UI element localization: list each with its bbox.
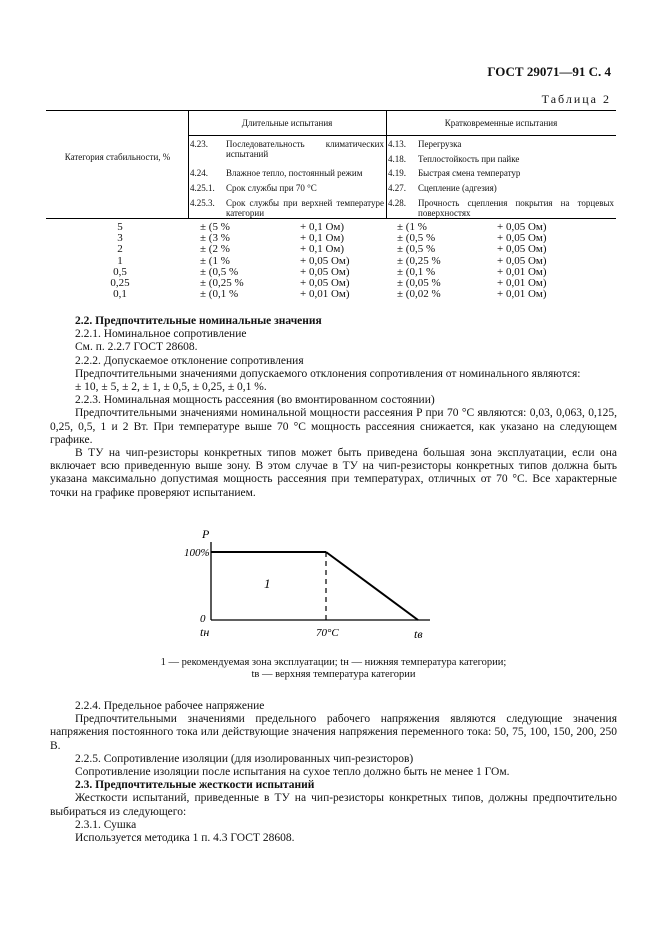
page-header: ГОСТ 29071—91 С. 4 [487,64,611,79]
subsection-title: 2.2.2. Допускаемое отклонение сопротивления [75,354,304,367]
subsection-title: 2.3.1. Сушка [75,818,137,831]
short-test-num: 4.27. [388,183,406,193]
short-tests-header: Кратковременные испытания [444,118,558,128]
graph-derating-line [326,552,418,620]
graph-x-left-label: tн [200,625,210,639]
graph-caption-line2: tв — верхняя температура категории [251,669,416,680]
row-short-percent: ± (0,5 % [397,243,436,256]
row-category: 0,5 [113,265,127,278]
graph-x-right-label: tв [414,627,423,641]
row-short-percent: ± (1 % [397,221,427,233]
row-short-percent: ± (0,25 % [397,254,441,267]
long-tests-header: Длительные испытания [241,118,333,128]
subsection-title: 2.2.5. Сопротивление изоляции (для изолированных чип-резисторов) [75,752,414,765]
short-test-name: Прочность сцепления покрытия на торцевых поверхностях [418,198,614,218]
row-short-ohm: + 0,01 Ом) [497,277,547,289]
short-test-num: 4.13. [388,139,406,149]
short-test-name: Быстрая смена температур [418,168,521,178]
short-test-name: Перегрузка [418,139,462,149]
graph-x-mid-label: 70°C [316,627,339,639]
long-test-name: Срок службы при верхней температуре категории [226,198,384,218]
short-test-num: 4.28. [388,198,406,208]
graph-zone-label: 1 [264,576,271,591]
paragraph: Жесткости испытаний, приведенные в ТУ на чип-резисторы конкретных типов, должны предпочтительно выбираться из следующего: [50,792,617,818]
row-category: 2 [117,243,123,256]
row-long-percent: ± (0,5 % [200,265,239,278]
long-test-num: 4.25.1. [190,183,215,193]
table-top-rule [46,110,616,111]
row-long-ohm: + 0,05 Ом) [300,277,350,289]
section-heading: 2.3. Предпочтительные жесткости испытаний [75,779,315,792]
row-short-percent: ± (0,5 % [397,232,436,245]
subsection-title: 2.2.3. Номинальная мощность рассеяния (во вмонтированном состоянии) [75,394,435,407]
row-short-ohm: + 0,05 Ом) [497,232,547,245]
row-category: 0,25 [110,277,130,289]
long-test-name: Последовательность климатических испытаний [226,139,384,159]
row-long-percent: ± (3 % [200,232,230,245]
short-test-name: Теплостойкость при пайке [418,154,520,164]
section-2-2 [50,315,617,500]
long-test-name: Срок службы при 70 °С [226,183,317,193]
row-long-percent: ± (1 % [200,254,230,267]
paragraph: В ТУ на чип-резисторы конкретных типов может быть приведена большая зона эксплуатации, если она включает всю приведенную выше зону. В этом случае в ТУ на чип-резисторы конкретных типов должна быть указана максимально допустимая мощность рассеяния при температурах, отличных от 70 °С. Все характерные точки на графике проверяют испытанием. [50,447,617,499]
paragraph: Предпочтительными значениями предельного рабочего напряжения являются следующие значения напряжения постоянного тока или действующие значения напряжения переменного тока: 50, 75, 100, 150, 200, 250 В. [50,713,617,752]
row-long-ohm: + 0,1 Ом) [300,232,345,245]
row-category: 1 [117,254,123,267]
paragraph: См. п. 2.2.7 ГОСТ 28608. [75,341,198,354]
paragraph: Предпочтительными значениями допускаемого отклонения сопротивления от номинального являются: [75,367,581,380]
table-body-rule [46,218,616,219]
row-long-ohm: + 0,05 Ом) [300,265,350,278]
row-short-ohm: + 0,01 Ом) [497,288,547,301]
row-category: 5 [117,221,123,233]
paragraph: Сопротивление изоляции после испытания на сухое тепло должно быть не менее 1 ГОм. [75,766,510,779]
paragraph: Используется методика 1 п. 4.3 ГОСТ 28608. [75,832,295,845]
short-test-num: 4.19. [388,168,406,178]
section-heading: 2.2. Предпочтительные номинальные значения [75,315,322,327]
row-long-percent: ± (5 % [200,221,230,233]
row-category: 3 [117,232,123,245]
graph-y-zero-label: 0 [200,613,206,625]
long-test-num: 4.23. [190,139,208,149]
graph-y-label: P [202,527,210,541]
row-long-ohm: + 0,05 Ом) [300,254,350,267]
paragraph: Предпочтительными значениями номинальной мощности рассеяния P при 70 °С являются: 0,03, 0,063, 0,125, 0,25, 0,5, 1 и 2 Вт. При температуре выше 70 °С мощность рассеяния снижается, как указано на следующем графике. [50,407,617,446]
section-2-2-4 [50,700,617,845]
graph-caption-line1: 1 — рекомендуемая зона эксплуатации; tн — нижняя температура категории; [160,657,507,668]
table-caption: Таблица 2 [541,92,611,106]
row-short-ohm: + 0,05 Ом) [497,221,547,233]
row-short-ohm: + 0,05 Ом) [497,254,547,267]
row-long-ohm: + 0,01 Ом) [300,288,350,301]
row-long-ohm: + 0,1 Ом) [300,221,345,233]
row-category: 0,1 [113,288,127,301]
short-test-num: 4.18. [388,154,406,164]
power-derating-graph [180,520,480,650]
short-test-name: Сцепление (адгезия) [418,183,497,193]
row-short-percent: ± (0,05 % [397,277,441,289]
long-test-num: 4.25.3. [190,198,215,208]
category-label: Категория стабильности, % [64,152,171,162]
graph-y-top-label: 100% [184,547,210,559]
row-short-ohm: + 0,05 Ом) [497,243,547,256]
subsection-title: 2.2.4. Предельное рабочее напряжение [75,700,265,712]
row-short-percent: ± (0,1 % [397,265,436,278]
values-list: ± 10, ± 5, ± 2, ± 1, ± 0,5, ± 0,25, ± 0,1 %. [75,381,267,394]
subsection-title: 2.2.1. Номинальное сопротивление [75,328,247,341]
row-short-percent: ± (0,02 % [397,288,441,301]
row-short-ohm: + 0,01 Ом) [497,265,547,278]
long-test-num: 4.24. [190,168,208,178]
long-test-name: Влажное тепло, постоянный режим [226,168,363,178]
row-long-percent: ± (0,1 % [200,288,239,301]
row-long-percent: ± (2 % [200,243,230,256]
row-long-percent: ± (0,25 % [200,277,244,289]
row-long-ohm: + 0,1 Ом) [300,243,345,256]
table-header-rule [188,135,616,136]
